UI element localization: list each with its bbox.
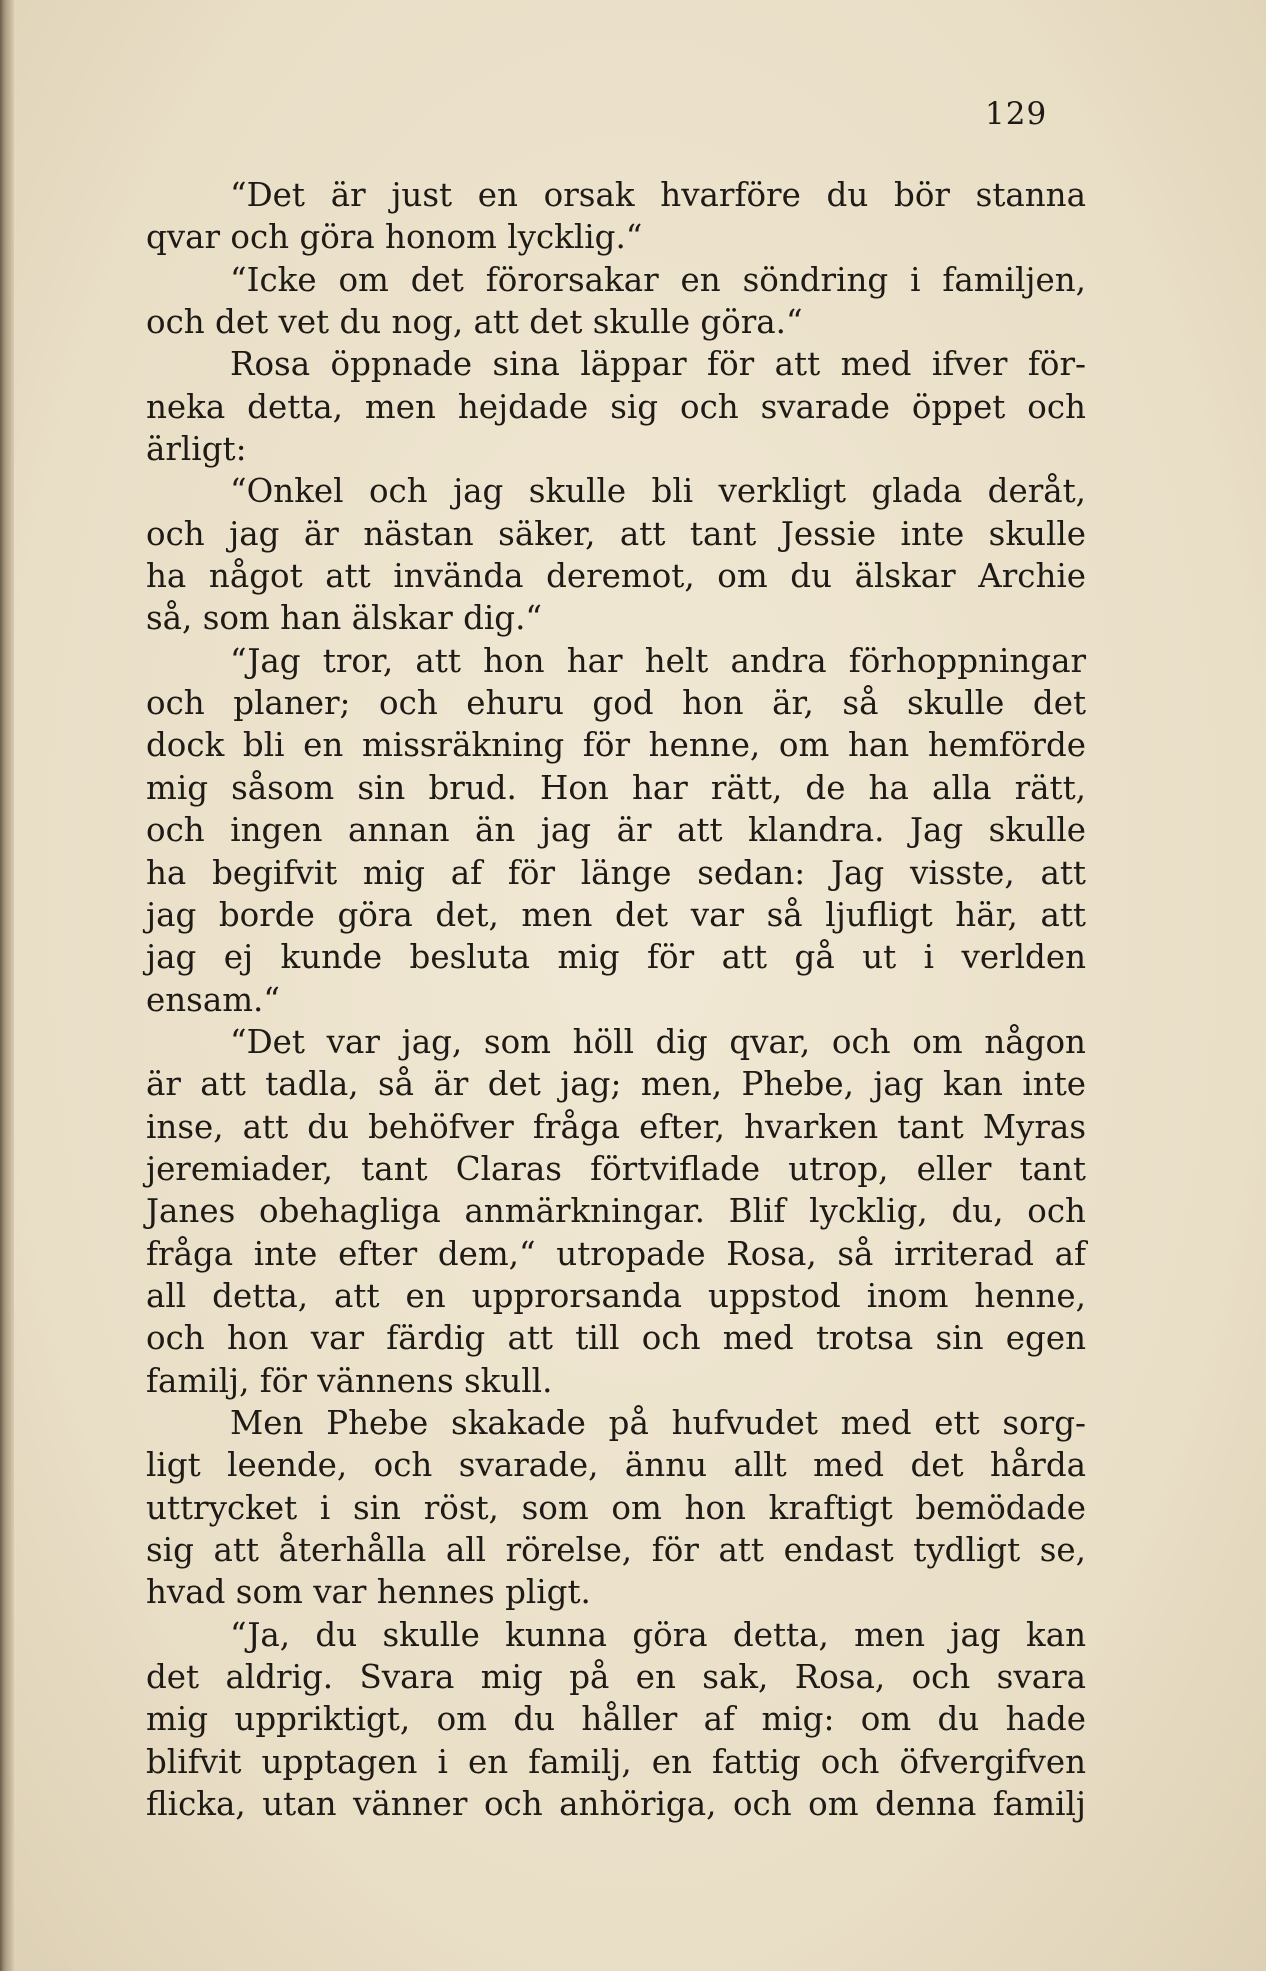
text-line: neka detta, men hejdade sig och svarade öppet och [146,387,1086,426]
text-line: och jag är nästan säker, att tant Jessie inte skulle [146,514,1086,553]
text-line: all detta, att en upprorsanda uppstod inom henne, [146,1276,1086,1315]
text-line: ärligt: [146,430,247,469]
text-line: det aldrig. Svara mig på en sak, Rosa, och svara [146,1658,1086,1697]
text-line: mig såsom sin brud. Hon har rätt, de ha alla rätt, [146,768,1086,807]
text-line: så, som han älskar dig.“ [146,599,543,638]
text-line: flicka, utan vänner och anhöriga, och om denna familj [146,1785,1086,1824]
page-number: 129 [985,96,1048,132]
text-line: ligt leende, och svarade, ännu allt med det hårda [146,1446,1086,1485]
text-line: “Onkel och jag skulle bli verkligt glada deråt, [230,472,1086,511]
text-line: och hon var färdig att till och med trotsa sin egen [146,1319,1086,1358]
page-binding-edge [0,0,14,1971]
text-line: blifvit upptagen i en familj, en fattig och öfvergifven [146,1742,1086,1781]
text-line: fråga inte efter dem,“ utropade Rosa, så irriterad af [146,1234,1086,1273]
text-line: jag borde göra det, men det var så ljufligt här, att [146,895,1086,934]
text-line: “Det är just en orsak hvarföre du bör stanna [230,176,1086,214]
text-line: ha begifvit mig af för länge sedan: Jag visste, att [146,853,1086,892]
text-line: Men Phebe skakade på hufvudet med ett sorg- [230,1403,1086,1442]
text-line: sig att återhålla all rörelse, för att endast tydligt se, [146,1531,1086,1569]
text-line: hvad som var hennes pligt. [146,1573,591,1612]
text-line: qvar och göra honom lycklig.“ [146,218,643,257]
text-line: och planer; och ehuru god hon är, så skulle det [146,684,1086,723]
text-line: och ingen annan än jag är att klandra. Jag skulle [146,811,1086,850]
text-line: mig uppriktigt, om du håller af mig: om du hade [146,1700,1086,1739]
text-line: ensam.“ [146,980,280,1019]
text-line: jeremiader, tant Claras förtviflade utrop, eller tant [146,1149,1086,1188]
text-line: “Icke om det förorsakar en söndring i familjen, [230,260,1086,299]
text-line: Janes obehagliga anmärkningar. Blif lycklig, du, och [146,1192,1086,1231]
text-line: “Jag tror, att hon har helt andra förhoppningar [230,641,1086,680]
text-line: “Ja, du skulle kunna göra detta, men jag kan [230,1615,1086,1654]
text-line: inse, att du behöfver fråga efter, hvarken tant Myras [146,1107,1086,1146]
body-text [146,174,1086,1825]
text-line: Rosa öppnade sina läppar för att med ifver för- [230,345,1086,384]
text-line: är att tadla, så är det jag; men, Phebe, jag kan inte [146,1065,1086,1104]
text-line: dock bli en missräkning för henne, om han hemförde [146,726,1086,765]
text-line: ha något att invända deremot, om du älskar Archie [146,557,1086,596]
text-line: “Det var jag, som höll dig qvar, och om någon [230,1022,1086,1061]
text-line: och det vet du nog, att det skulle göra.“ [146,303,803,342]
text-line: familj, för vännens skull. [146,1361,553,1400]
text-line: uttrycket i sin röst, som om hon kraftigt bemödade [146,1488,1086,1527]
text-line: jag ej kunde besluta mig för att gå ut i verlden [146,938,1086,977]
